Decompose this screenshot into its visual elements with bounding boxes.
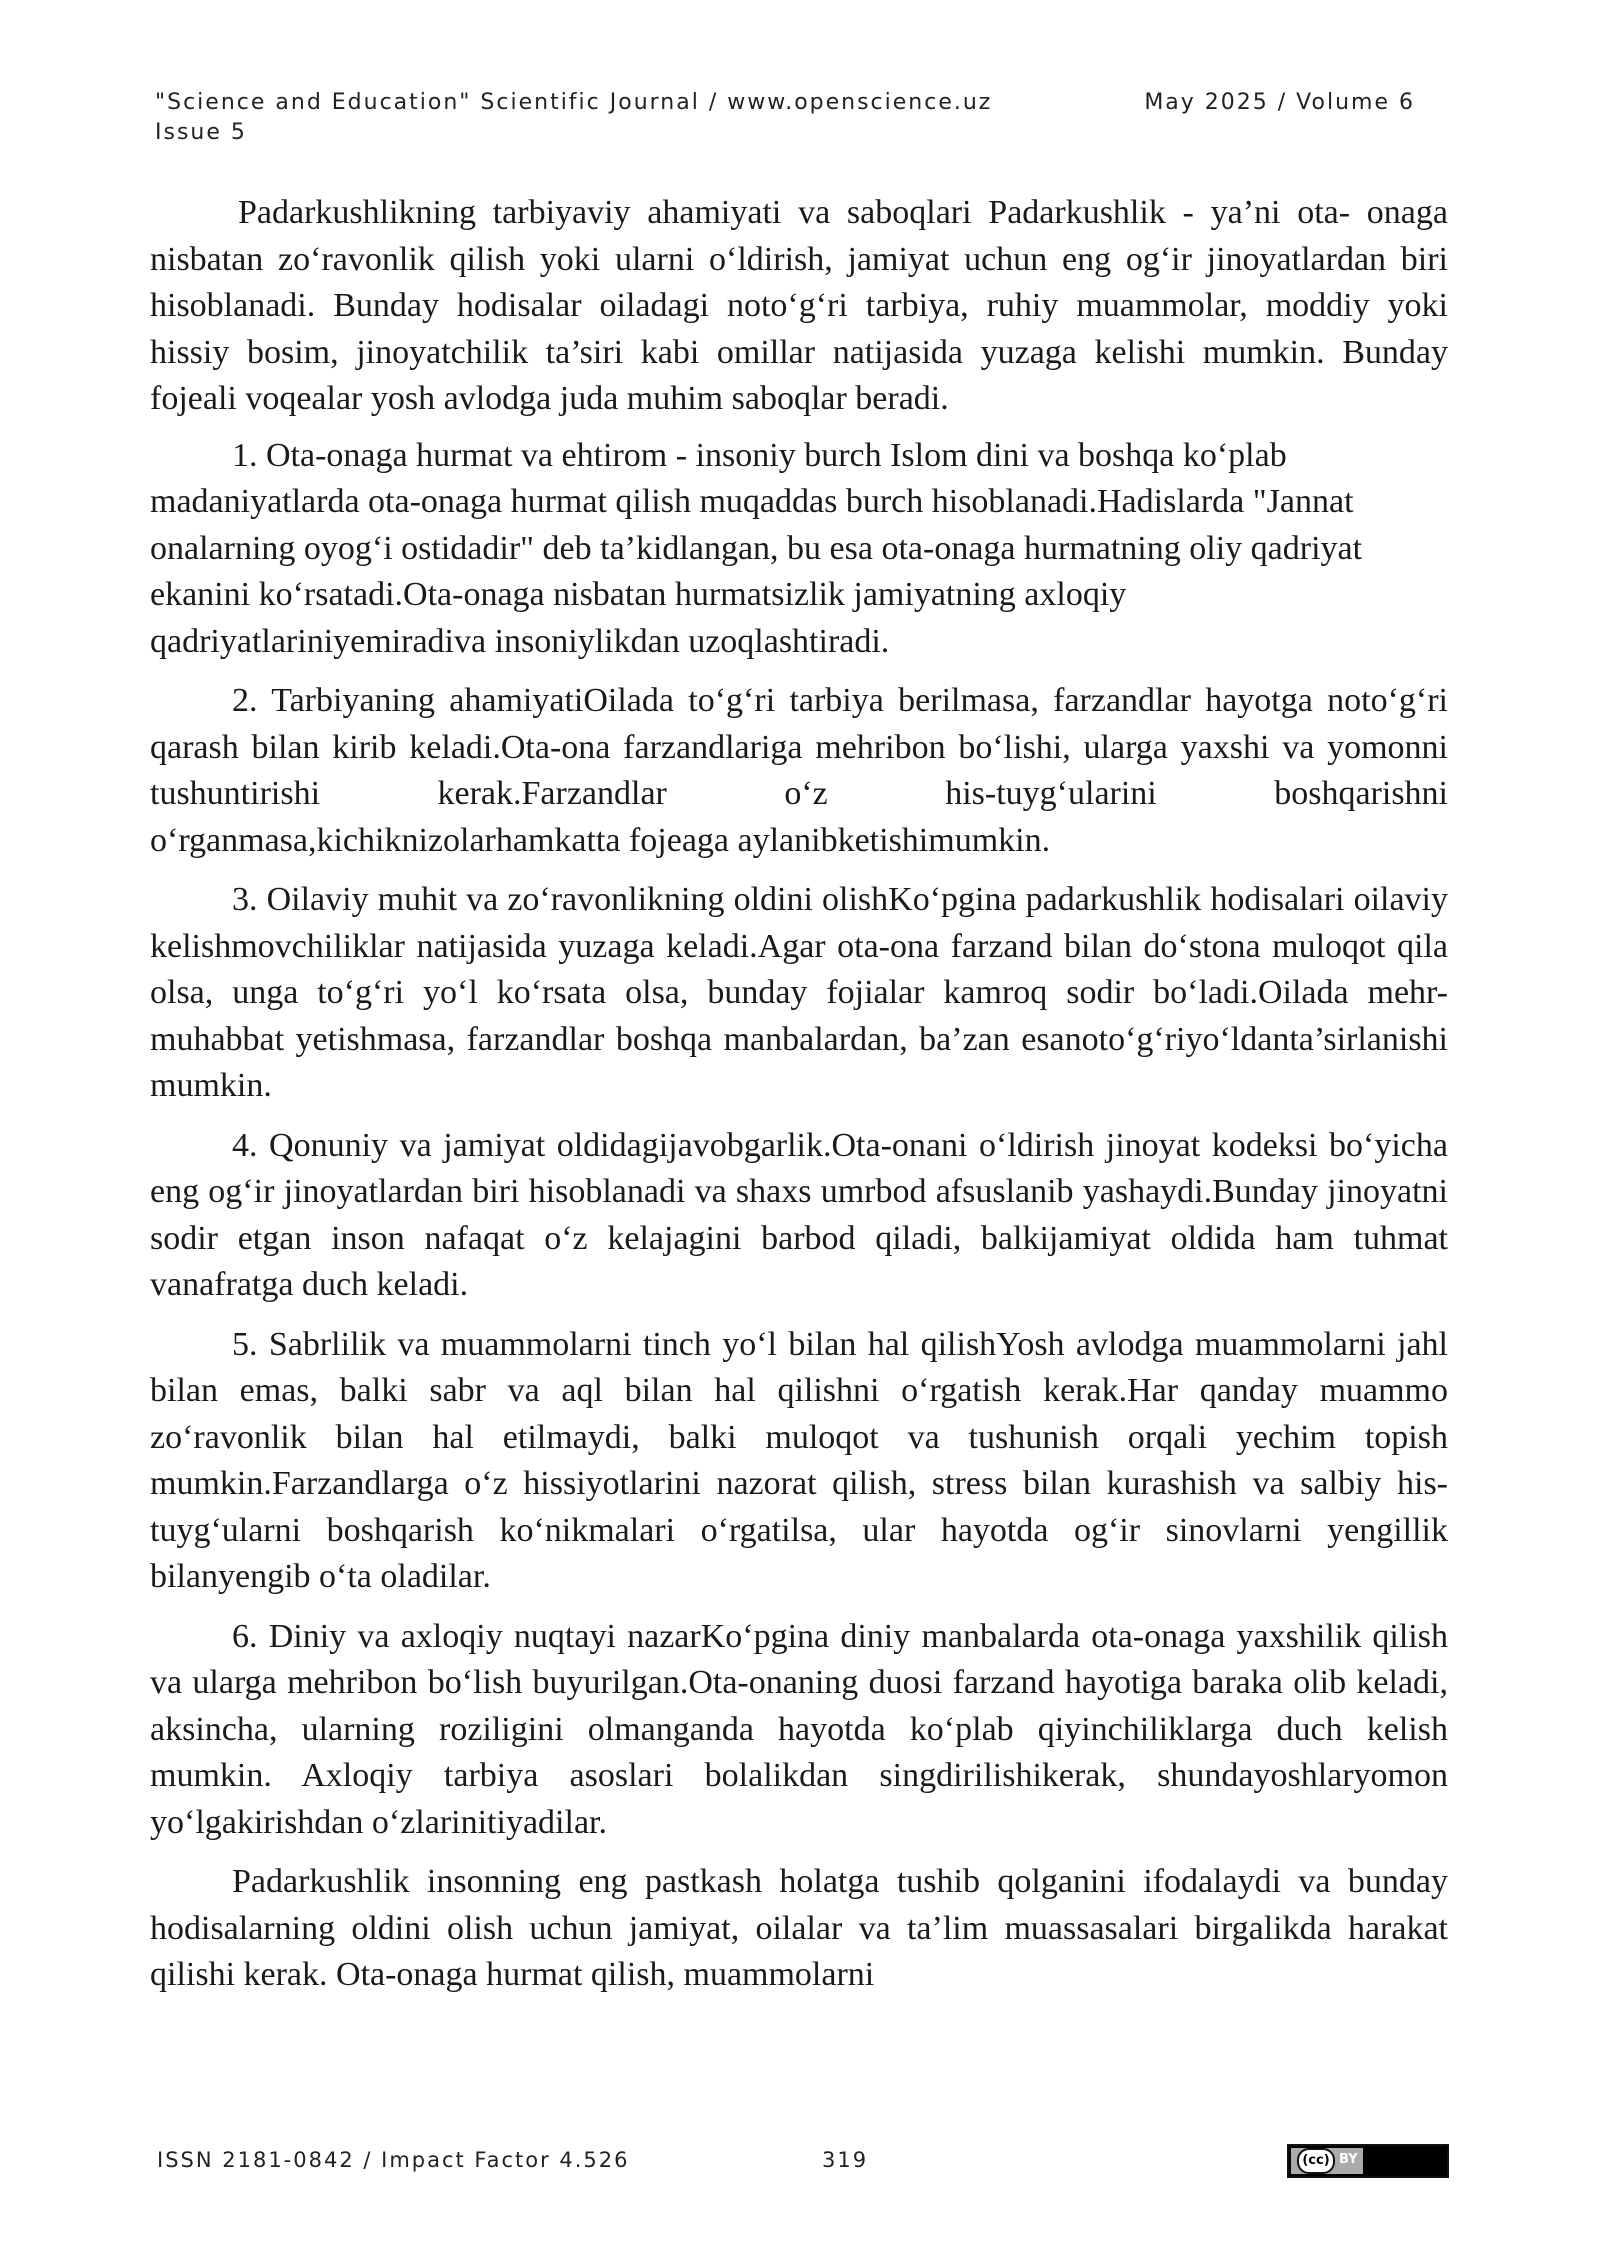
cc-by-license-badge bbox=[1287, 2144, 1449, 2178]
closing-paragraph: Padarkushlik insonning eng pastkash holatga tushib qolganini ifodalaydi va bunday hodisalarning oldini olish uchun jamiyat, oilalar va ta’lim muassasalari birgalikda harakat qilishi kerak. Ota-onaga hurmat qilish, muammolarni bbox=[150, 1863, 1448, 1993]
running-header bbox=[155, 88, 1415, 148]
article-body bbox=[150, 190, 1448, 2012]
list-item-4: 4. Qonuniy va jamiyat oldidagijavobgarlik.Ota-onani o‘ldirish jinoyat kodeksi bo‘yicha eng og‘ir jinoyatlardan biri hisoblanadi va shaxs umrbod afsuslanib yashaydi.Bunday jinoyatni sodir etgan inson nafaqat o‘z kelajagini barbod qiladi, balkijamiyat oldida ham tuhmat vanafratga duch keladi. bbox=[150, 1126, 1448, 1303]
journal-title: "Science and Education" Scientific Journal / www.openscience.uz bbox=[155, 90, 993, 115]
list-item-3: 3. Oilaviy muhit va zo‘ravonlikning oldini olishKo‘pgina padarkushlik hodisalari oilaviy kelishmovchiliklar natijasida yuzaga keladi.Agar ota-ona farzand bilan do‘stona muloqot qila olsa, unga to‘g‘ri yo‘l ko‘rsata olsa, bunday fojialar kamroq sodir bo‘ladi.Oilada mehr-muhabbat yetishmasa, farzandlar boshqa manbalardan, ba’zan esanoto‘g‘riyo‘ldanta’sirlanishi mumkin. bbox=[150, 881, 1448, 1104]
list-item-6: 6. Diniy va axloqiy nuqtayi nazarKo‘pgina diniy manbalarda ota-onaga yaxshilik qilish va ularga mehribon bo‘lish buyurilgan.Ota-onaning duosi farzand hayotiga baraka olib keladi, aksincha, ularning roziligini olmanganda hayotda ko‘plab qiyinchiliklarga duch kelish mumkin. Axloqiy tarbiya asoslari bolalikdan singdirilishikerak, shundayoshlaryomon yo‘lgakirishdan o‘zlarinitiyadilar. bbox=[150, 1617, 1448, 1841]
creative-commons-icon: (cc) bbox=[1297, 2148, 1335, 2174]
intro-paragraph: Padarkushlikning tarbiyaviy ahamiyati va saboqlari Padarkushlik - ya’ni ota- onaga nisbatan zo‘ravonlik qilish yoki ularni o‘ldirish, jamiyat uchun eng og‘ir jinoyatlardan biri hisoblanadi. Bunday hodisalar oiladagi noto‘g‘ri tarbiya, ruhiy muammolar, moddiy yoki hissiy bosim, jinoyatchilik ta’siri kabi omillar natijasida yuzaga kelishi mumkin. Bunday fojeali voqealar yosh avlodga juda muhim saboqlar beradi. bbox=[150, 194, 1448, 417]
list-item-1: 1. Ota-onaga hurmat va ehtirom - insoniy burch Islom dini va boshqa ko‘plab madaniyatlarda ota-onaga hurmat qilish muqaddas burch hisoblanadi.Hadislarda "Jannat onalarning oyog‘i ostidadir" deb ta’kidlangan, bu esa ota-onaga hurmatning oliy qadriyat ekanini ko‘rsatadi.Ota-onaga nisbatan hurmatsizlik jamiyatning axloqiy qadriyatlariniyemiradiva insoniylikdan uzoqlashtiradi. bbox=[150, 436, 1363, 660]
date-volume: May 2025 / Volume 6 bbox=[1144, 90, 1415, 115]
list-item-5: 5. Sabrlilik va muammolarni tinch yo‘l bilan hal qilishYosh avlodga muammolarni jahl bilan emas, balki sabr va aql bilan hal qilishni o‘rgatish kerak.Har qanday muammo zo‘ravonlik bilan hal etilmaydi, balki muloqot va tushunish orqali yechim topish mumkin.Farzandlarga o‘z hissiyotlarini nazorat qilish, stress bilan kurashish va salbiy his-tuyg‘ularni boshqarish ko‘nikmalari o‘rgatilsa, ular hayotda og‘ir sinovlarni yengillik bilanyengib o‘ta oladilar. bbox=[150, 1325, 1448, 1595]
list-item-2: 2. Tarbiyaning ahamiyatiOilada to‘g‘ri tarbiya berilmasa, farzandlar hayotga noto‘g‘ri qarash bilan kirib keladi.Ota-ona farzandlariga mehribon bo‘lishi, ularga yaxshi va yomonni tushuntirishi kerak.Farzandlar o‘z his-tuyg‘ularini boshqarishni o‘rganmasa,kichiknizolarhamkatta fojeaga aylanibketishimumkin. bbox=[150, 682, 1448, 859]
page-footer bbox=[157, 2144, 1449, 2180]
attribution-label: BY bbox=[1339, 2152, 1358, 2167]
page-number: 319 bbox=[822, 2148, 869, 2172]
issue-number: Issue 5 bbox=[155, 120, 247, 145]
issn-impact-factor: ISSN 2181-0842 / Impact Factor 4.526 bbox=[157, 2148, 630, 2172]
